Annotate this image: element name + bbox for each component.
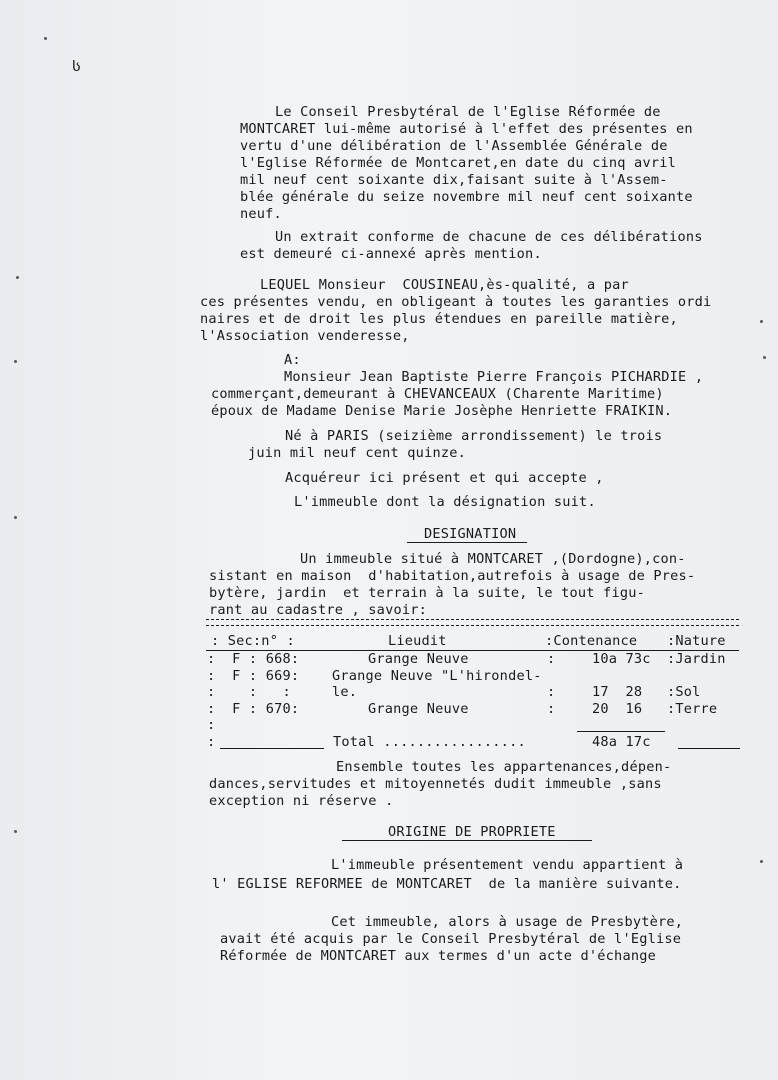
table-header-contenance: :Contenance [545, 633, 638, 649]
table-cell-nature: :Sol [667, 684, 701, 700]
paper-speck [16, 276, 19, 279]
table-double-rule [206, 619, 739, 626]
buyer-prefix: A: [284, 352, 301, 368]
total-label: Total ................. [333, 734, 526, 750]
table-cell-section: : F : 668: [207, 651, 300, 667]
table-cell-contenance: 20 16 [592, 701, 643, 717]
total-rule-right [678, 748, 740, 749]
birth-line: juin mil neuf cent quinze. [248, 445, 466, 461]
intro-line: mil neuf cent soixante dix,faisant suite à l'Assem- [240, 172, 668, 188]
designation-title: DESIGNATION [424, 526, 517, 542]
table-cell-lieudit: Grange Neuve [368, 701, 469, 717]
table-cell-nature: :Terre [667, 701, 718, 717]
heading-underline [342, 840, 592, 841]
table-header-section: : Sec:n° : [211, 633, 295, 649]
table-cell-separator: : [547, 701, 556, 717]
table-header-nature: :Nature [667, 633, 726, 649]
origin-line: L'immeuble présentement vendu appartient à [331, 857, 684, 873]
acceptance-line: Acquéreur ici présent et qui accepte , [285, 470, 604, 486]
intro-line: l'Eglise Réformée de Montcaret,en date du cinq avril [240, 155, 676, 171]
buyer-line: époux de Madame Denise Marie Josèphe Henriette FRAIKIN. [211, 403, 673, 419]
acquisition-line: Réformée de MONTCARET aux termes d'un acte d'échange [220, 948, 656, 964]
table-cell-separator: : [547, 684, 556, 700]
paper-speck [763, 356, 766, 359]
appurtenance-line: Ensemble toutes les appartenances,dépen- [336, 759, 672, 775]
paper-speck [14, 360, 17, 363]
designation-line: Un immeuble situé à MONTCARET ,(Dordogne),con- [300, 551, 686, 567]
designation-line: sistant en maison d'habitation,autrefois à usage de Pres- [209, 568, 696, 584]
subtotal-rule [577, 731, 665, 732]
intro-line: neuf. [240, 206, 282, 222]
designation-line: bytère, jardin et terrain à la suite, le tout figu- [209, 585, 645, 601]
total-value: 48a 17c [592, 734, 651, 750]
table-cell-section: : F : 670: [207, 701, 300, 717]
sale-line: ces présentes vendu, en obligeant à toutes les garanties ordi [200, 294, 712, 310]
appurtenance-line: dances,servitudes et mitoyennetés dudit immeuble ,sans [209, 776, 662, 792]
extract-line: Un extrait conforme de chacune de ces délibérations [275, 229, 703, 245]
extract-line: est demeuré ci-annexé après mention. [240, 246, 542, 262]
birth-line: Né à PARIS (seizième arrondissement) le trois [285, 428, 663, 444]
table-header-lieudit: Lieudit [388, 633, 447, 649]
table-cell-lieudit: Grange Neuve "L'hirondel- [332, 668, 542, 684]
heading-underline [407, 542, 527, 543]
table-cell-contenance: 10a 73c [592, 651, 651, 667]
paper-speck [14, 830, 17, 833]
total-rule-left [220, 748, 324, 749]
sale-line: l'Association venderesse, [200, 328, 410, 344]
paper-speck [44, 37, 47, 40]
paper-speck [14, 516, 17, 519]
table-cell-section: : F : 669: [207, 668, 300, 684]
paper-speck [760, 860, 763, 863]
acquisition-line: Cet immeuble, alors à usage de Presbytère, [331, 914, 684, 930]
corner-mark: ს [72, 57, 82, 75]
total-prefix: : [207, 734, 216, 750]
intro-line: MONTCARET lui-même autorisé à l'effet des présentes en [240, 121, 693, 137]
table-cell-contenance: 17 28 [592, 684, 643, 700]
table-cell-section: : : : [207, 684, 291, 700]
table-cell-separator: : [547, 651, 556, 667]
sale-line: naires et de droit les plus étendues en pareille matière, [200, 311, 678, 327]
intro-line: vertu d'une délibération de l'Assemblée Générale de [240, 138, 668, 154]
intro-line: blée générale du seize novembre mil neuf cent soixante [240, 189, 693, 205]
table-cell-lieudit: Grange Neuve [368, 651, 469, 667]
designation-line: rant au cadastre , savoir: [209, 602, 427, 618]
sale-line: LEQUEL Monsieur COUSINEAU,ès-qualité, a par [260, 277, 629, 293]
paper-speck [760, 320, 763, 323]
origin-line: l' EGLISE REFORMEE de MONTCARET de la manière suivante. [212, 876, 682, 892]
buyer-line: Monsieur Jean Baptiste Pierre François PICHARDIE , [284, 369, 704, 385]
table-cell-section: : [207, 717, 216, 733]
intro-line: Le Conseil Presbytéral de l'Eglise Réformée de [275, 104, 661, 120]
appurtenance-line: exception ni réserve . [209, 793, 394, 809]
acquisition-line: avait été acquis par le Conseil Presbytéral de l'Eglise [220, 931, 682, 947]
designation-intro: L'immeuble dont la désignation suit. [294, 494, 596, 510]
table-cell-nature: :Jardin [667, 651, 726, 667]
origin-title: ORIGINE DE PROPRIETE [388, 824, 556, 840]
buyer-line: commerçant,demeurant à CHEVANCEAUX (Charente Maritime) [211, 386, 664, 402]
table-cell-lieudit: le. [332, 684, 358, 700]
